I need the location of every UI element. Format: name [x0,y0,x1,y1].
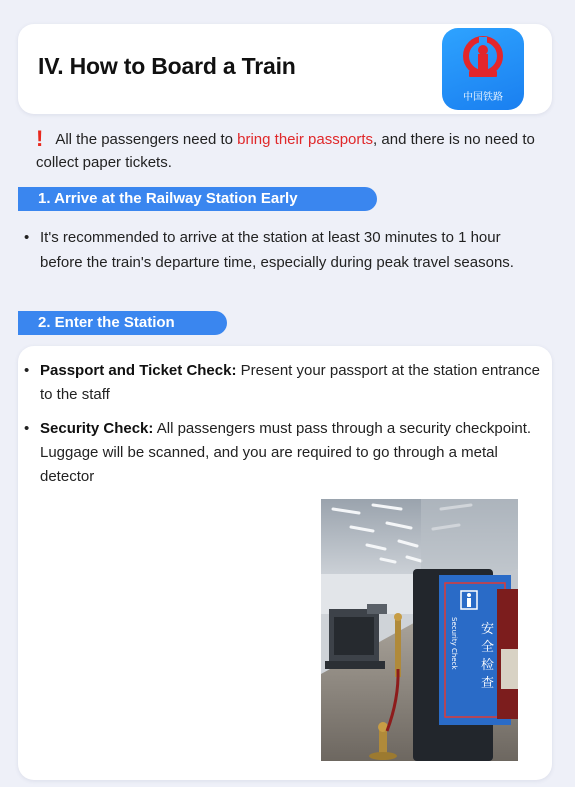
list-item [22,226,542,275]
bullet-icon: • [24,420,30,437]
notice-highlight: bring their passports [237,131,374,148]
bullet-text: Present your passport at the station entrance to the staff [40,362,540,403]
bullet-label: Security Check: [40,420,154,437]
notice-prefix: All the passengers need to [55,131,238,148]
security-check-illustration [321,499,518,761]
arrive-early-bullet-list [22,226,542,275]
sign-english-text: Security Check [450,617,458,670]
list-item [22,359,544,407]
bullet-icon: • [24,362,30,379]
notice-suffix: , and there is no need to collect paper tickets. [36,131,535,171]
sign-char: 查 [481,676,495,691]
section-heading-enter-station: 2. Enter the Station [18,311,227,335]
page-title: IV. How to Board a Train [38,53,296,79]
sign-char: 安 [481,622,495,637]
section-heading-arrive-early: 1. Arrive at the Railway Station Early [18,187,377,211]
exclamation-icon: ! [36,126,44,151]
sign-char: 全 [481,640,495,655]
enter-station-bullet-list [22,359,544,499]
passport-notice [36,128,542,174]
china-railway-emblem-icon [458,34,508,84]
china-railway-logo [442,28,524,110]
bullet-icon: • [24,229,30,246]
bullet-label: Passport and Ticket Check: [40,362,237,379]
security-check-photo [321,499,518,761]
list-item [22,417,544,489]
sign-char: 检 [481,658,495,673]
header-card [18,24,552,114]
enter-station-card [18,346,552,780]
logo-label: 中国铁路 [463,92,503,103]
bullet-text: It's recommended to arrive at the station at least 30 minutes to 1 hour before the train's departure time, especially during peak travel seasons. [40,229,514,271]
bullet-text: All passengers must pass through a security checkpoint. Luggage will be scanned, and you are required to go through a metal detector [40,420,532,485]
